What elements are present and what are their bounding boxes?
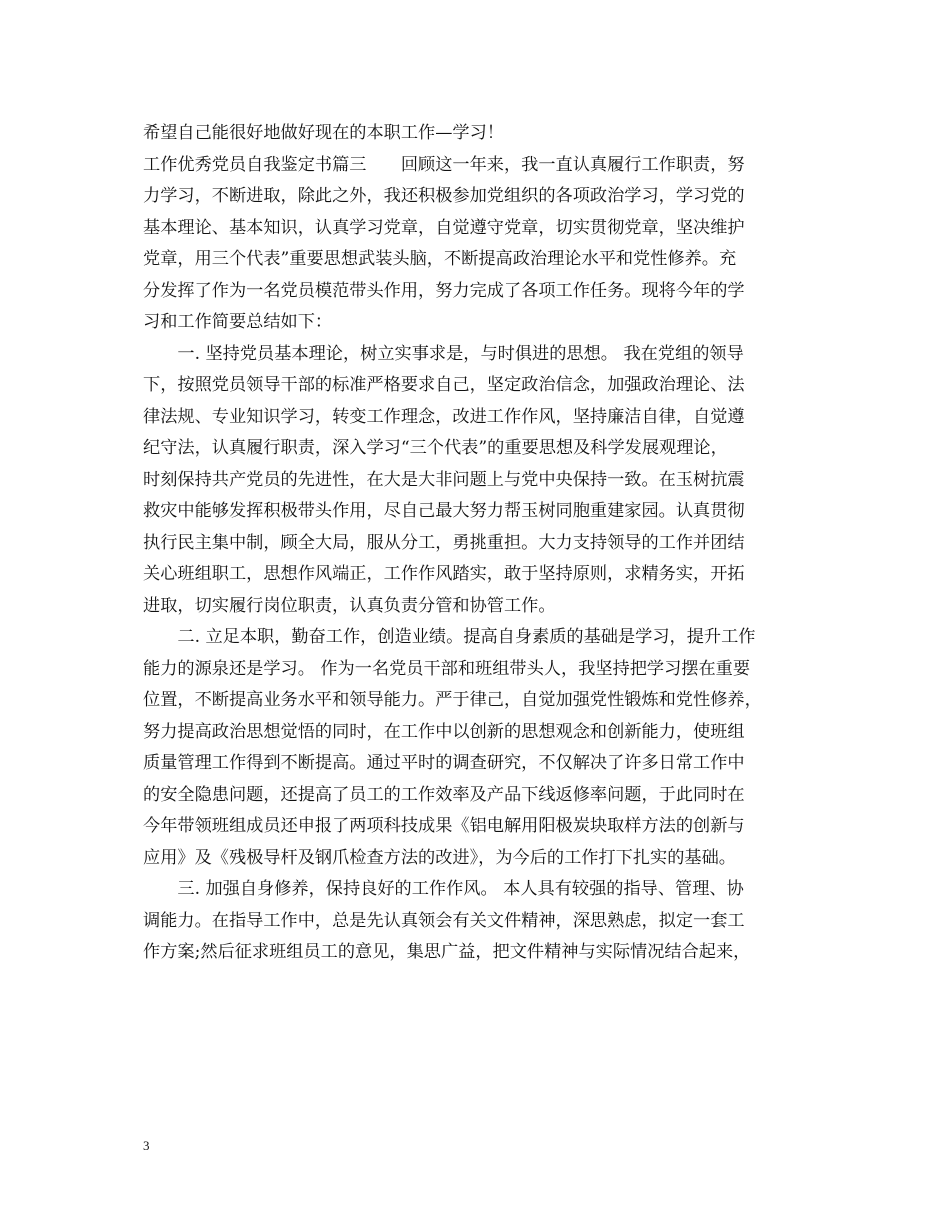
text-line: 的安全隐患问题，还提高了员工的工作效率及产品下线返修率问题，于此同时在 <box>143 784 745 805</box>
text-line: 作方案;然后征求班组员工的意见，集思广益，把文件精神与实际情况结合起来， <box>143 942 751 962</box>
text-line: 党章，用三个代表”重要思想武装头脑，不断提高政治理论水平和党性修养。充 <box>143 249 737 269</box>
text-line: 三. 加强自身修养，保持良好的工作作风。 本人具有较强的指导、管理、协 <box>143 879 744 899</box>
text-line: 今年带领班组成员还申报了两项科技成果《铝电解用阳极炭块取样方法的创新与 <box>143 816 745 836</box>
text-line: 基本理论、基本知识，认真学习党章，自觉遵守党章，切实贯彻党章，坚决维护 <box>143 217 745 238</box>
text-line: 二. 立足本职，勤奋工作，创造业绩。提高自身素质的基础是学习，提升工作 <box>143 627 756 647</box>
text-line: 关心班组职工，思想作风端正，工作作风踏实，敢于坚持原则，求精务实，开拓 <box>143 564 745 584</box>
text-line: 执行民主集中制，顾全大局，服从分工，勇挑重担。大力支持领导的工作并团结 <box>143 532 745 553</box>
text-line: 进取，切实履行岗位职责，认真负责分管和协管工作。 <box>143 595 556 616</box>
text-line: 位置，不断提高业务水平和领导能力。严于律己，自觉加强党性锻炼和党性修养， <box>143 690 762 710</box>
text-line: 力学习，不断进取，除此之外，我还积极参加党组织的各项政治学习，学习党的 <box>143 186 745 206</box>
text-line: 能力的源泉还是学习。 作为一名党员干部和班组带头人，我坚持把学习摆在重要 <box>143 658 751 679</box>
text-line: 纪守法，认真履行职责，深入学习“三个代表”的重要思想及科学发展观理论， <box>143 438 728 458</box>
text-line: 一. 坚持党员基本理论，树立实事求是，与时俱进的思想。 我在党组的领导 <box>143 343 744 364</box>
text-line: 习和工作简要总结如下： <box>143 312 333 332</box>
text-line: 救灾中能够发挥积极带头作用，尽自己最大努力帮玉树同胞重建家园。认真贯彻 <box>143 501 745 521</box>
text-line: 希望自己能很好地做好现在的本职工作—学习！ <box>143 123 504 143</box>
text-line: 调能力。在指导工作中，总是先认真领会有关文件精神，深思熟虑，拟定一套工 <box>143 910 745 931</box>
text-line: 应用》及《残极导杆及钢爪检查方法的改进》，为今后的工作打下扎实的基础。 <box>143 847 736 868</box>
text-line: 律法规、专业知识学习，转变工作理念，改进工作作风，坚持廉洁自律，自觉遵 <box>143 406 745 427</box>
text-line: 下，按照党员领导干部的标准严格要求自己，坚定政治信念，加强政治理论、法 <box>143 375 745 395</box>
text-line: 时刻保持共产党员的先进性，在大是大非问题上与党中央保持一致。在玉树抗震 <box>143 469 745 490</box>
text-line: 分发挥了作为一名党员模范带头作用，努力完成了各项工作任务。现将今年的学 <box>143 280 745 301</box>
page-number: 3 <box>143 1138 150 1153</box>
document-body <box>143 118 813 969</box>
text-line: 质量管理工作得到不断提高。通过平时的调查研究，不仅解决了许多日常工作中 <box>143 753 745 773</box>
text-line: 努力提高政治思想觉悟的同时，在工作中以创新的思想观念和创新能力，使班组 <box>143 721 745 742</box>
text-line: 工作优秀党员自我鉴定书篇三 回顾这一年来，我一直认真履行工作职责，努 <box>143 154 745 175</box>
